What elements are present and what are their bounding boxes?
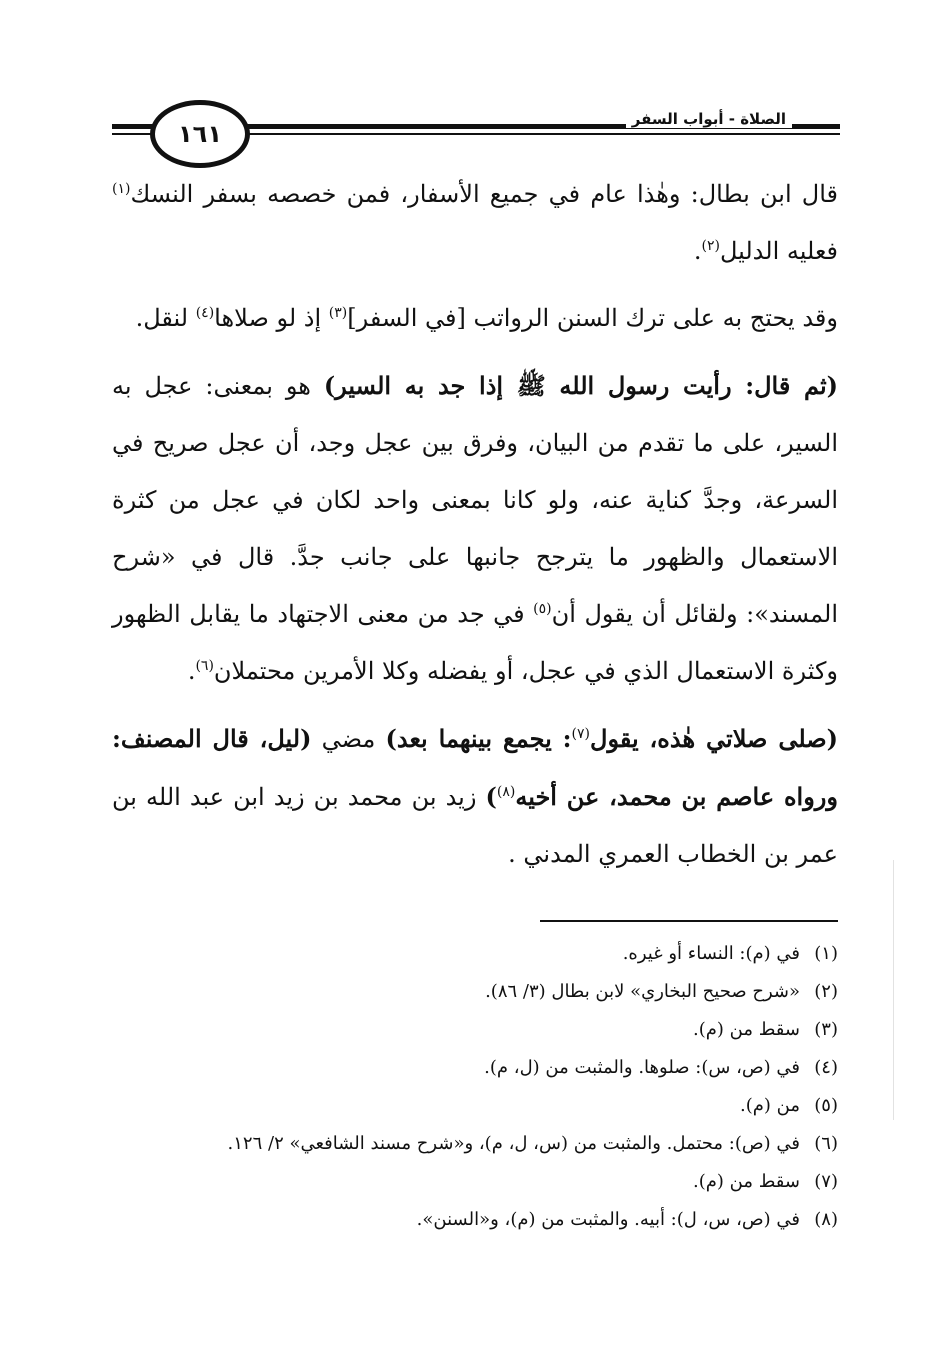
text-run: وقد يحتج به على ترك السنن الرواتب [في السفر] [347, 304, 838, 332]
footnote-number: (٤) [814, 1057, 838, 1078]
footnote [112, 1201, 838, 1239]
text-run: قال ابن بطال: وهٰذا عام في جميع الأسفار، فمن خصصه بسفر النسك [130, 180, 838, 208]
bold-text: (صلى صلاتي هٰذه، يقول [590, 724, 838, 753]
paragraph [112, 166, 838, 280]
footnote-ref: (٦) [195, 658, 214, 674]
running-title: الصلاة - أبواب السفر [626, 110, 792, 128]
footnote-ref: (٨) [496, 784, 516, 800]
bold-text: : يجمع بينهما بعد) [385, 724, 572, 753]
footnote [112, 1087, 838, 1125]
paragraph [112, 710, 838, 883]
footnote-text: في (ص، س): صلوها. والمثبت من (ل، م). [484, 1057, 800, 1078]
footnote-number: (١) [814, 943, 838, 964]
text-run: إذ لو صلاها [214, 304, 329, 332]
footnote-number: (٨) [814, 1209, 838, 1230]
footnote-ref: (٢) [701, 238, 720, 254]
footnote [112, 1011, 838, 1049]
footnote [112, 1125, 838, 1163]
footnote-ref: (٤) [195, 305, 215, 321]
footnote-text: في (ص): محتمل. والمثبت من (س، ل، م)، و«شرح مسند الشافعي» ٢/ ١٢٦. [227, 1133, 800, 1154]
footnote [112, 1049, 838, 1087]
footnote [112, 973, 838, 1011]
page-number-circle [150, 100, 250, 168]
text-run: زيد بن محمد بن زيد ابن عبد الله بن عمر بن الخطاب العمري المدني . [112, 783, 838, 868]
footnote-ref: (٥) [533, 601, 552, 617]
paragraph [112, 357, 838, 700]
footnote-text: في (م): النساء أو غيره. [622, 943, 800, 964]
text-run: هو بمعنى: عجل به السير، على ما تقدم من البيان، وفرق بين عجل وجد، أن عجل صريح في السرعة، وجدَّ كناية عنه، ولو كانا بمعنى واحد لكان في عجل من كثرة الاستعمال والظهور ما يترجح جانبها على جانب جدَّ. قال في «شرح المسند»: ولقائل أن يقول أن [112, 372, 839, 628]
footnote-text: سقط من (م). [693, 1019, 800, 1040]
text-run: . [187, 657, 196, 685]
text-run: لنقل. [135, 304, 196, 332]
bold-text: (ليل، قال المصنف: ورواه عاصم بن محمد، عن أخيه [112, 724, 838, 811]
footnote [112, 935, 838, 973]
footnote-number: (٧) [814, 1171, 838, 1192]
main-text [112, 166, 838, 893]
footnote-separator [540, 920, 838, 922]
footnote-number: (٢) [814, 981, 838, 1002]
footnotes [112, 935, 838, 1239]
bold-text: (ثم قال: رأيت رسول الله ﷺ إذا جد به السير) [323, 371, 838, 400]
text-run: فعليه الدليل [719, 237, 838, 265]
paragraph [112, 290, 838, 347]
footnote-text: من (م). [740, 1095, 800, 1116]
page-header [112, 96, 840, 172]
scan-margin-line [893, 860, 894, 1120]
footnote-text: في (ص، س، ل): أبيه. والمثبت من (م)، و«السنن». [416, 1209, 800, 1230]
footnote-number: (٣) [814, 1019, 838, 1040]
footnote-text: سقط من (م). [693, 1171, 800, 1192]
text-run: مضي [311, 725, 386, 753]
footnote-ref: (١) [112, 181, 131, 197]
text-run: . [693, 237, 702, 265]
bold-text: ) [485, 782, 497, 811]
footnote [112, 1163, 838, 1201]
footnote-number: (٦) [814, 1133, 838, 1154]
footnote-number: (٥) [814, 1095, 838, 1116]
footnote-text: «شرح صحيح البخاري» لابن بطال (٣/ ٨٦). [485, 981, 800, 1002]
footnote-ref: (٧) [571, 726, 590, 742]
page-number: ١٦١ [178, 120, 222, 148]
footnote-ref: (٣) [328, 305, 348, 321]
text-run: في جد من معنى الاجتهاد ما يقابل الظهور وكثرة الاستعمال الذي في عجل، أو يفضله وكلا الأمرين محتملان [112, 600, 838, 685]
